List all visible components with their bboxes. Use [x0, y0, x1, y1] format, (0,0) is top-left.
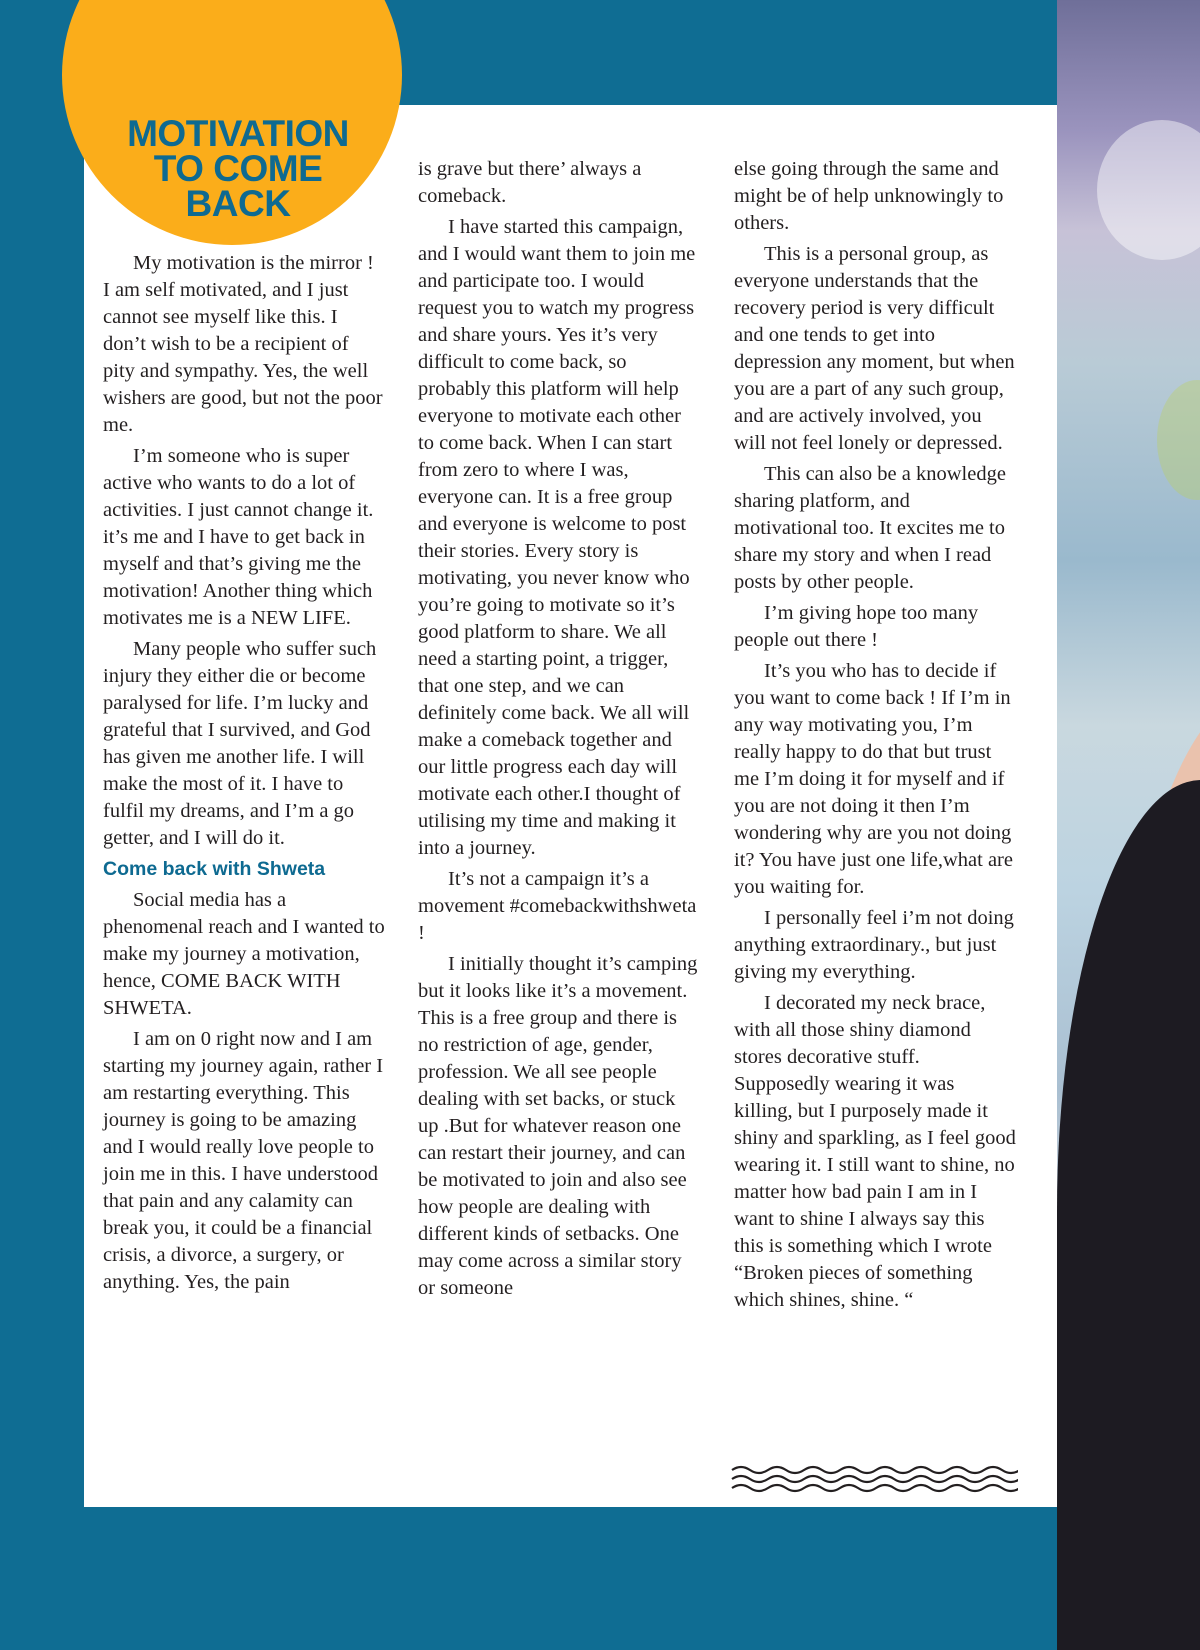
paragraph: I am on 0 right now and I am starting my journey again, rather I am restarting everything. This journey is going to be amazing and I would really love people to join me in this. I have understood that pain and any calamity can break you, it could be a financial crisis, a divorce, a surgery, or anything. Yes, the pain [103, 1028, 384, 1293]
article-column-2 [418, 156, 700, 1306]
paragraph: I have started this campaign, and I would want them to join me and participate too. I would request you to watch my progress and share yours. Yes it’s very difficult to come back, so probably this platform will help everyone to motivate each other to come back. When I can start from zero to where I was, everyone can. It is a free group and everyone is welcome to post their stories. Every story is motivating, you never know who you’re going to motivate so it’s good platform to share. We all need a starting point, a trigger, that one step, and we can definitely come back. We all will make a comeback together and our little progress each day will motivate each other.I thought of utilising my time and making it into a journey. [418, 216, 696, 859]
paragraph: is grave but there’ always a comeback. [418, 158, 642, 207]
headline-line-2: TO COME [153, 148, 323, 189]
paragraph: Social media has a phenomenal reach and I wanted to make my journey a motivation, hence, COME BACK WITH SHWETA. [103, 889, 385, 1019]
paragraph: This can also be a knowledge sharing platform, and motivational too. It excites me to share my story and when I read posts by other people. [734, 463, 1006, 593]
paragraph: I’m someone who is super active who wants to do a lot of activities. I just cannot change it. it’s me and I have to get back in myself and that’s giving me the motivation! Another thing which motivates me is a NEW LIFE. [103, 445, 374, 629]
paragraph: This is a personal group, as everyone understands that the recovery period is very difficult and one tends to get into depression any moment, but when you are a part of any such group, and are actively involved, you will not feel lonely or depressed. [734, 243, 1015, 454]
paragraph: It’s you who has to decide if you want to come back ! If I’m in any way motivating you, I’m really happy to do that but trust me I’m doing it for myself and if you are not doing it then I’m wondering why are you not doing it? You have just one life,what are you waiting for. [734, 660, 1013, 898]
wave-divider-icon [730, 1464, 1018, 1496]
paragraph: I’m giving hope too many people out there ! [734, 602, 979, 651]
section-subhead: Come back with Shweta [103, 858, 326, 880]
paragraph: I personally feel i’m not doing anything extraordinary., but just giving my everything. [734, 907, 1014, 983]
side-photo [1057, 0, 1200, 1650]
photo-bokeh [1157, 380, 1200, 500]
paragraph: Many people who suffer such injury they either die or become paralysed for life. I’m lucky and grateful that I survived, and God has given me another life. I will make the most of it. I have to fulfil my dreams, and I’m a go getter, and I will do it. [103, 638, 377, 849]
paragraph: else going through the same and might be of help unknowingly to others. [734, 158, 1004, 234]
photo-highlight [1097, 120, 1200, 260]
article-headline [118, 113, 358, 224]
paragraph: I initially thought it’s camping but it looks like it’s a movement. This is a free group and there is no restriction of age, gender, profession. We all see people dealing with set backs, or stuck up .But for whatever reason one can restart their journey, and can be motivated to join and also see how people are dealing with different kinds of setbacks. One may come across a similar story or someone [418, 953, 698, 1299]
paragraph: I decorated my neck brace, with all those shiny diamond stores decorative stuff. Supposedly wearing it was killing, but I purposely made it shiny and sparkling, as I feel good wearing it. I still want to shine, no matter how bad pain I am in I want to shine I always say this this is something which I wrote “Broken pieces of something which shines, shine. “ [734, 992, 1016, 1311]
article-column-1 [103, 250, 385, 1300]
headline-line-1: MOTIVATION [127, 113, 349, 154]
photo-garment [1057, 780, 1200, 1650]
paragraph: My motivation is the mirror ! I am self motivated, and I just cannot see myself like this. I don’t wish to be a recipient of pity and sympathy. Yes, the well wishers are good, but not the poor me. [103, 252, 383, 436]
headline-line-3: BACK [185, 183, 291, 224]
article-column-3 [734, 156, 1016, 1318]
paragraph: It’s not a campaign it’s a movement #comebackwithshweta ! [418, 868, 697, 944]
